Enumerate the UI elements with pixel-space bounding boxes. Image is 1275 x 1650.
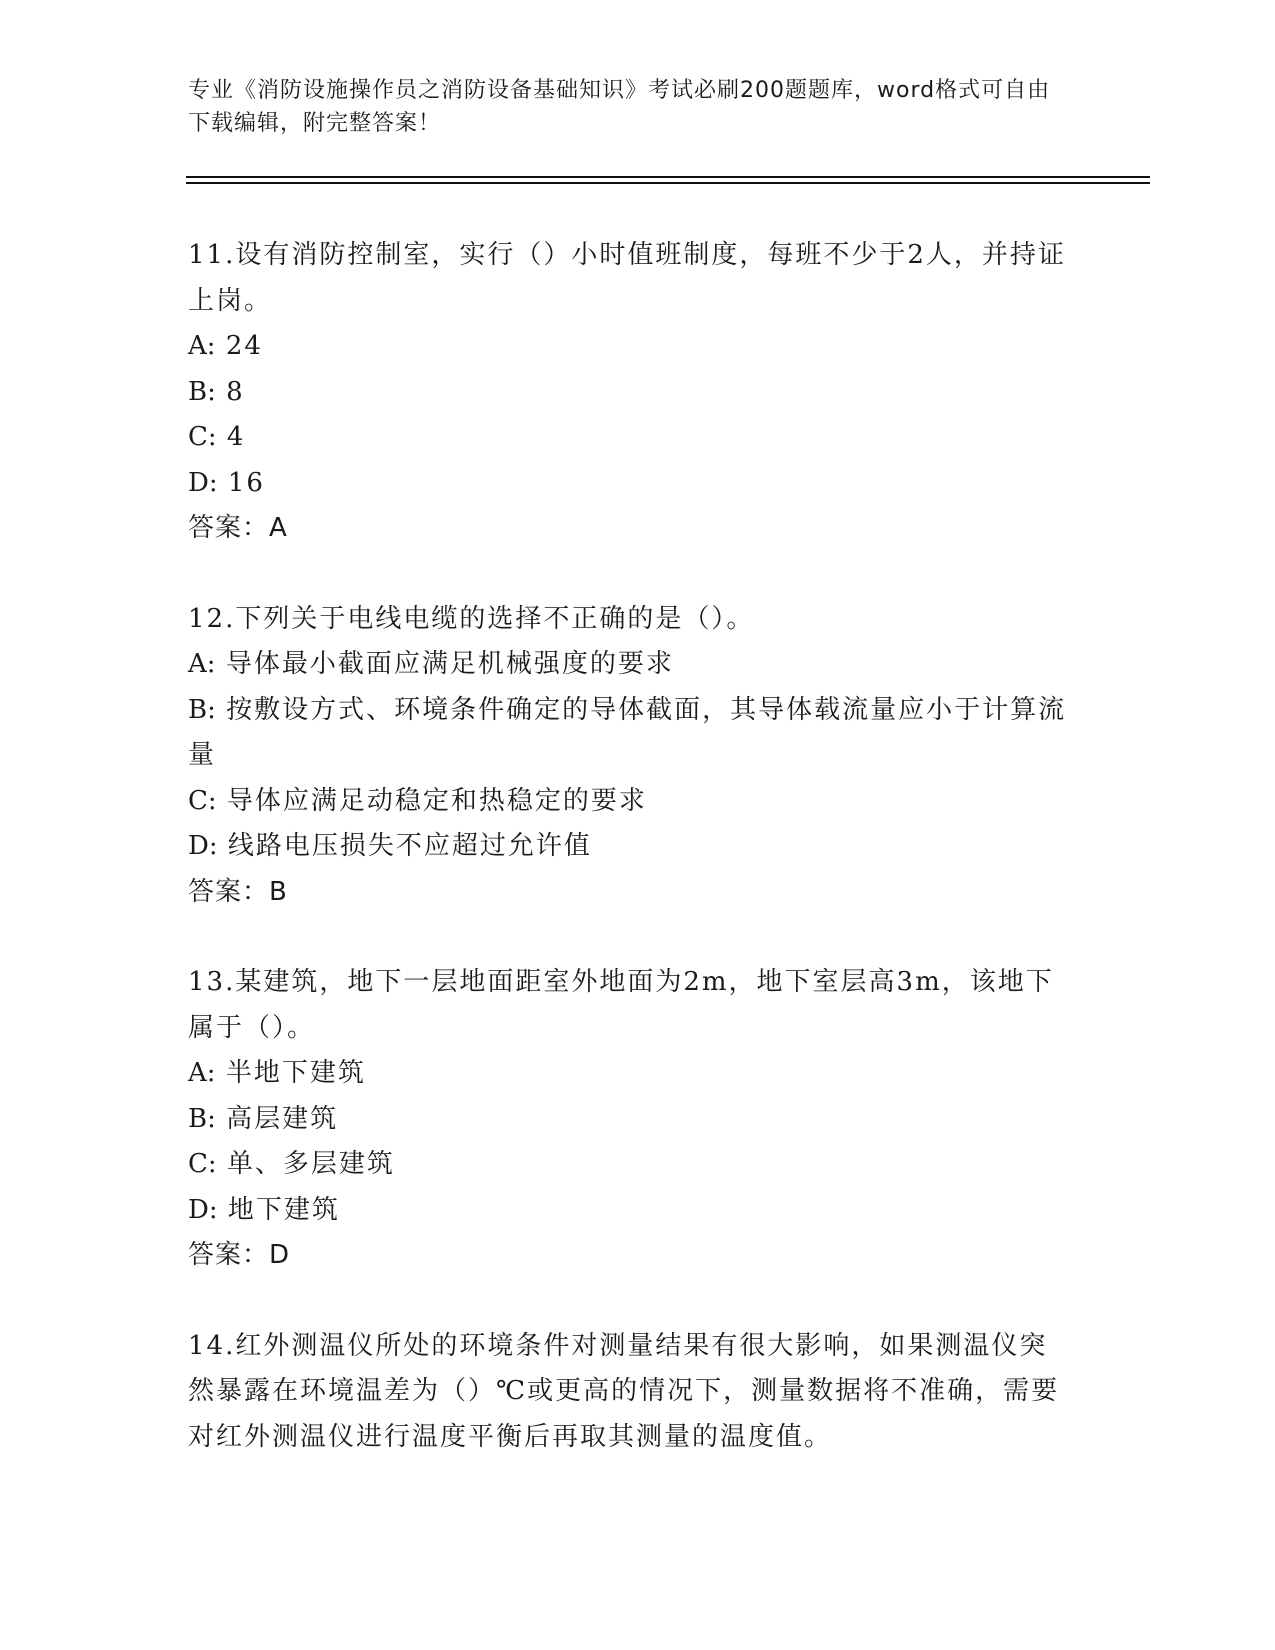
option-letter: A: [188,649,216,679]
option-letter: C: [188,785,217,816]
question-stem: 13.某建筑，地下一层地面距室外地面为2m，地下室层高3m，该地下属于（）。 [188,967,1054,1043]
option-text: 4 [226,422,246,452]
option-a [188,1051,1068,1097]
option-b [188,370,1068,416]
option-text: 16 [227,467,265,498]
option-d [188,824,1068,870]
answer-value: D [269,1240,290,1270]
answer-line [188,870,1068,916]
question-stem: 11.设有消防控制室，实行（）小时值班制度，每班不少于2人，并持证上岗。 [188,240,1066,316]
option-text: 8 [226,376,245,407]
option-b [188,1097,1068,1143]
answer-label: 答案： [188,1240,270,1270]
option-d [188,1188,1068,1234]
option-letter: A: [188,331,216,361]
answer-value: A [269,513,287,543]
option-c [188,1142,1068,1188]
option-a [188,642,1068,688]
option-a [188,324,1068,370]
document-header: 专业《消防设施操作员之消防设备基础知识》考试必刷200题题库，word格式可自由下载编辑，附完整答案！ [188,78,1051,136]
option-text: 导体应满足动稳定和热稳定的要求 [226,785,647,816]
answer-line [188,1233,1068,1279]
question-12 [188,597,1068,916]
option-c [188,415,1068,461]
option-letter: D: [188,831,218,861]
answer-value: B [269,876,287,907]
option-text: 24 [225,331,263,361]
option-letter: D: [188,1194,218,1225]
option-text: 地下建筑 [227,1194,340,1225]
option-text: 单、多层建筑 [226,1149,395,1179]
question-list [188,233,1068,1505]
option-letter: D: [188,467,218,498]
option-text: 按敷设方式、环境条件确定的导体截面，其导体载流量应小于计算流量 [188,694,1067,770]
question-11 [188,233,1068,552]
option-text: 半地下建筑 [225,1058,366,1088]
option-b [188,688,1068,779]
option-c [188,779,1068,825]
answer-label: 答案： [188,513,270,543]
answer-line [188,506,1068,552]
question-14 [188,1324,1068,1461]
answer-label: 答案： [188,876,270,907]
header-divider-top [186,176,1150,178]
option-letter: B: [188,1103,216,1134]
header-divider-bottom [186,182,1150,184]
option-letter: A: [188,1058,216,1088]
option-letter: C: [188,1149,217,1179]
option-text: 线路电压损失不应超过允许值 [227,831,592,861]
option-letter: B: [188,376,216,407]
question-13 [188,960,1068,1279]
option-text: 高层建筑 [226,1103,339,1134]
question-stem: 14.红外测温仪所处的环境条件对测量结果有很大影响，如果测温仪突然暴露在环境温差为（）℃或更高的情况下，测量数据将不准确，需要对红外测温仪进行温度平衡后再取其测量的温度值。 [188,1330,1060,1452]
question-stem: 12.下列关于电线电缆的选择不正确的是（）。 [188,603,755,634]
option-text: 导体最小截面应满足机械强度的要求 [225,649,674,679]
option-letter: B: [188,694,216,725]
option-letter: C: [188,422,217,452]
option-d [188,461,1068,507]
